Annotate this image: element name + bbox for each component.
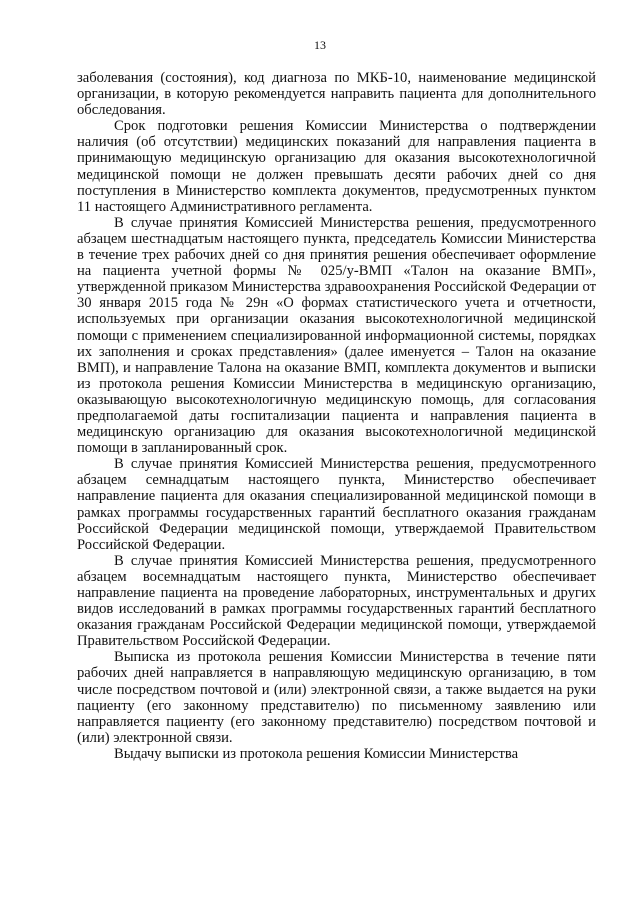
document-body — [77, 70, 596, 762]
page-number: 13 — [314, 38, 326, 52]
paragraph-extract-issuance: Выдачу выписки из протокола решения Комиссии Министерства — [114, 745, 519, 762]
paragraph-decision-deadline: Срок подготовки решения Комиссии Министерства о подтверждении наличия (об отсутствии) медицинских показаний для направления пациента в принимающую медицинскую организацию для оказания высокотехнологичной медицинской помощи не должен превышать десяти рабочих дней со дня поступления в Министерство комплекта документов, предусмотренных пунктом 11 настоящего Административного регламента. — [77, 118, 596, 215]
paragraph-protocol-extract: Выписка из протокола решения Комиссии Министерства в течение пяти рабочих дней направляется в направляющую медицинскую организацию, в том числе посредством почтовой и (или) электронной связи, а также выдается на руки пациенту (его законному представителю) по письменному заявлению или направляется пациенту (его законному представителю) посредством почтовой и (или) электронной связи. — [77, 649, 596, 746]
paragraph-continued: заболевания (состояния), код диагноза по МКБ-10, наименование медицинской организации, в которую рекомендуется направить пациента для дополнительного обследования. — [77, 70, 596, 119]
paragraph-additional-tests: В случае принятия Комиссией Министерства решения, предусмотренного абзацем восемнадцатым настоящего пункта, Министерство обеспечивает направление пациента на проведение лабораторных, инструментальных и других видов исследований в рамках программы государственных гарантий бесплатного оказания гражданам Российской Федерации медицинской помощи, утверждаемой Правительством Российской Федерации. — [77, 552, 596, 650]
paragraph-vmp-ticket: В случае принятия Комиссией Министерства решения, предусмотренного абзацем шестнадцатым настоящего пункта, председатель Комиссии Министерства в течение трех рабочих дней со дня принятия решения обеспечивает оформление на пациента учетной формы № 025/у-ВМП «Талон на оказание ВМП», утвержденной приказом Министерства здравоохранения Российской Федерации от 30 января 2015 года № 29н «О формах статистического учета и отчетности, используемых при организации оказания высокотехнологичной медицинской помощи с применением специализированной информационной системы, порядках их заполнения и сроках представления» (далее именуется – Талон на оказание ВМП), и направление Талона на оказание ВМП, комплекта документов и выписки из протокола решения Комиссии Министерства в медицинскую организацию, оказывающую высокотехнологичную медицинскую помощь, для согласования предполагаемой даты госпитализации пациента и направления пациента в медицинскую организацию для оказания высокотехнологичной медицинской помощи в запланированный срок. — [77, 214, 596, 457]
paragraph-specialized-care: В случае принятия Комиссией Министерства решения, предусмотренного абзацем семнадцатым настоящего пункта, Министерство обеспечивает направление пациента для оказания специализированной медицинской помощи в рамках программы государственных гарантий бесплатного оказания гражданам Российской Федерации медицинской помощи, утверждаемой Правительством Российской Федерации. — [77, 456, 596, 553]
